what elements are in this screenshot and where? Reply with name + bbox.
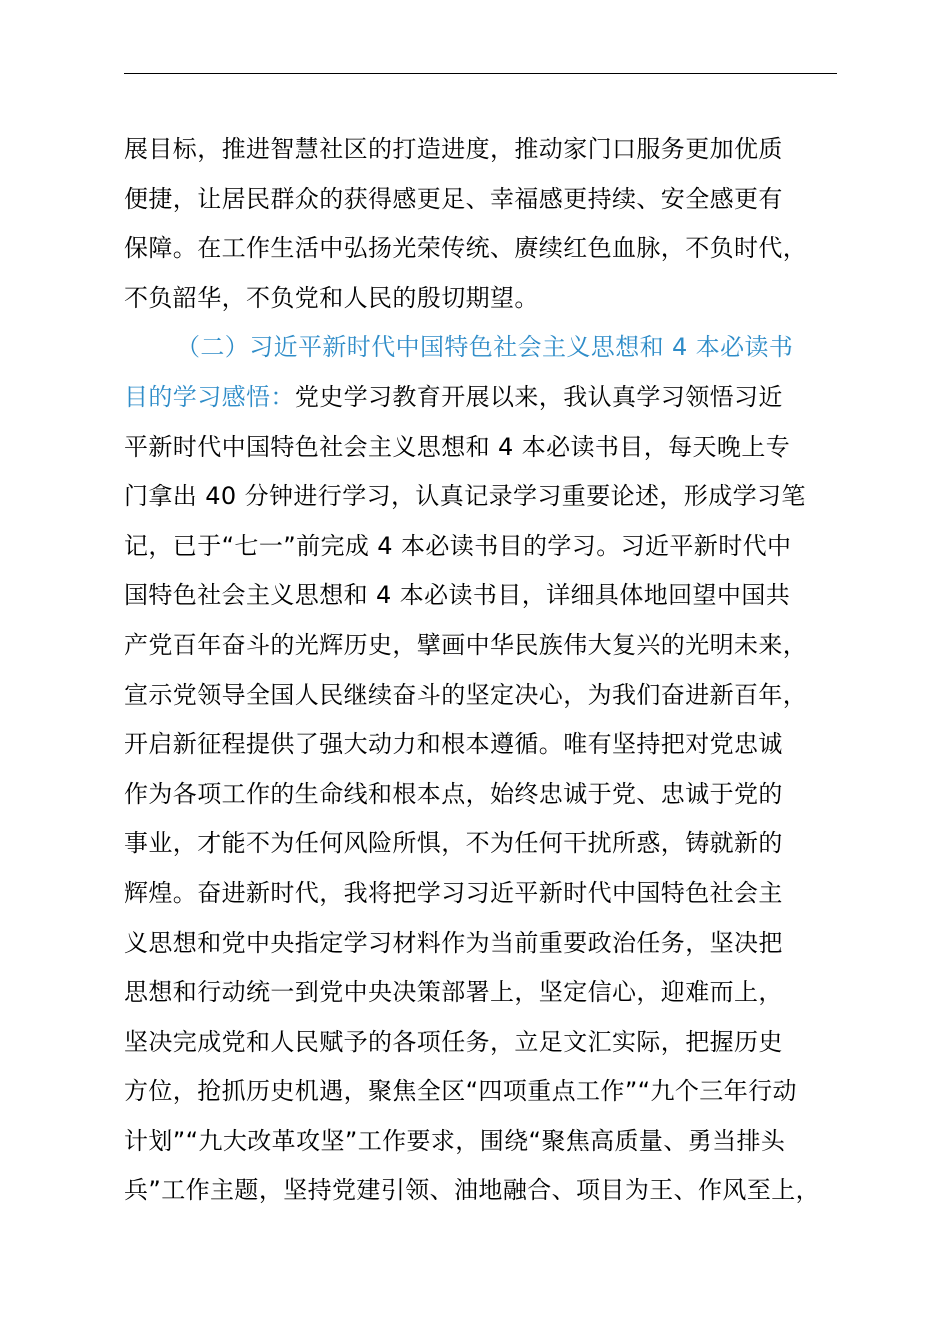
text-line: 产党百年奋斗的光辉历史，擘画中华民族伟大复兴的光明未来，: [124, 630, 808, 659]
header-rule: [124, 73, 837, 74]
paragraph-2: [124, 323, 860, 1216]
section-heading: （二）习近平新时代中国特色社会主义思想和 4 本必读书: [176, 333, 794, 362]
text-line: 事业，才能不为任何风险所惧，不为任何干扰所惑，铸就新的: [124, 829, 783, 858]
text-line: 宣示党领导全国人民继续奋斗的坚定决心，为我们奋进新百年，: [124, 680, 808, 709]
text-line: 保障。在工作生活中弘扬光荣传统、赓续红色血脉，不负时代，: [124, 234, 808, 263]
text-line: 展目标，推进智慧社区的打造进度，推动家门口服务更加优质: [124, 135, 783, 163]
text-line: 不负韶华，不负党和人民的殷切期望。: [124, 283, 539, 312]
text-line: 作为各项工作的生命线和根本点，始终忠诚于党、忠诚于党的: [124, 779, 783, 808]
text-line: 平新时代中国特色社会主义思想和 4 本必读书目，每天晚上专: [124, 432, 791, 461]
text-line: 思想和行动统一到党中央决策部署上，坚定信心，迎难而上，: [124, 978, 783, 1007]
text-line: 义思想和党中央指定学习材料作为当前重要政治任务，坚决把: [124, 928, 783, 957]
text-line: 兵”工作主题，坚持党建引领、油地融合、项目为王、作风至上，: [124, 1176, 821, 1205]
section-heading-continued: 目的学习感悟：: [124, 382, 295, 411]
text-line: 计划”“九大改革攻坚”工作要求，围绕“聚焦高质量、勇当排头: [124, 1126, 786, 1155]
text-line: [124, 373, 860, 423]
text-line: 开启新征程提供了强大动力和根本遵循。唯有坚持把对党忠诚: [124, 730, 783, 759]
document-body: [124, 125, 860, 1216]
text-span: 党史学习教育开展以来，我认真学习领悟习近: [294, 382, 783, 411]
text-line: 便捷，让居民群众的获得感更足、幸福感更持续、安全感更有: [124, 184, 783, 213]
text-line: 国特色社会主义思想和 4 本必读书目，详细具体地回望中国共: [124, 581, 791, 610]
paragraph-1: [124, 125, 860, 323]
text-line: 坚决完成党和人民赋予的各项任务，立足文汇实际，把握历史: [124, 1027, 783, 1056]
text-line: 方位，抢抓历史机遇，聚焦全区“四项重点工作”“九个三年行动: [124, 1077, 797, 1106]
text-line: 辉煌。奋进新时代，我将把学习习近平新时代中国特色社会主: [124, 878, 783, 907]
text-line: 记，已于“七一”前完成 4 本必读书目的学习。习近平新时代中: [124, 531, 792, 560]
text-line: 门拿出 40 分钟进行学习，认真记录学习重要论述，形成学习笔: [124, 482, 806, 511]
